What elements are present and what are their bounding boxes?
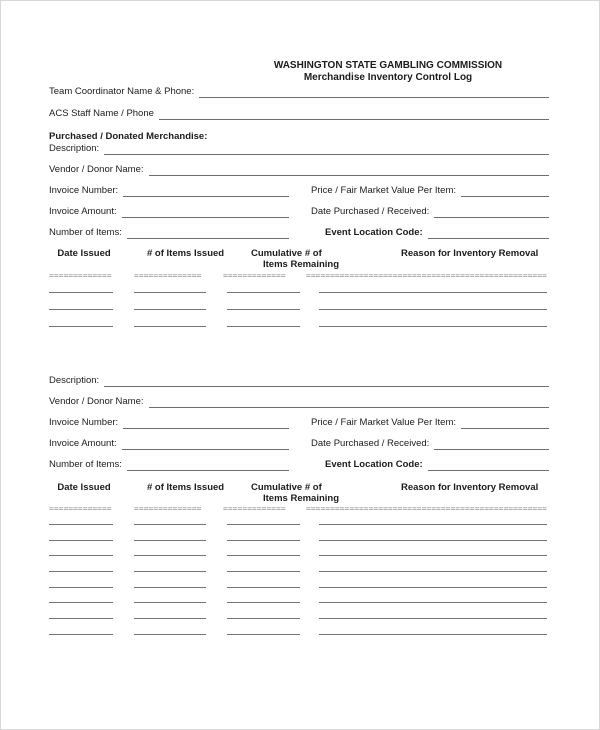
- description-field-1: [49, 143, 549, 155]
- cell-line: [134, 326, 206, 327]
- description-field-2: [49, 375, 549, 387]
- separator-col2: ==============: [134, 271, 202, 280]
- col-header-date-issued: Date Issued: [57, 482, 111, 493]
- invoice-amount-blank-line: [122, 205, 289, 218]
- cell-line: [227, 602, 300, 603]
- cell-line: [319, 309, 547, 310]
- price-fair-market-blank-line: [461, 184, 549, 197]
- date-purchased-blank-line: [434, 437, 549, 450]
- description-label: Description:: [49, 143, 100, 154]
- form-title: Merchandise Inventory Control Log: [303, 72, 473, 83]
- merchandise-section-heading: Purchased / Donated Merchandise:: [49, 131, 208, 142]
- vendor-donor-field-1: [49, 164, 549, 176]
- cell-line: [227, 587, 300, 588]
- invoice-amount-label: Invoice Amount:: [49, 206, 117, 217]
- col-header-items-issued: # of Items Issued: [147, 482, 225, 493]
- col-header-cumulative-line1: Cumulative # of: [251, 482, 322, 493]
- col-header-cumulative-line1: Cumulative # of: [251, 248, 322, 259]
- cell-line: [49, 309, 113, 310]
- invoice-amount-row-2: [49, 438, 549, 450]
- cell-line: [49, 602, 113, 603]
- acs-staff-label: ACS Staff Name / Phone: [49, 108, 154, 119]
- description-blank-line: [104, 142, 549, 155]
- cell-line: [134, 587, 206, 588]
- price-fair-market-label: Price / Fair Market Value Per Item:: [311, 185, 457, 196]
- cell-line: [319, 587, 547, 588]
- cell-line: [319, 326, 547, 327]
- price-fair-market-blank-line: [461, 416, 549, 429]
- vendor-donor-label: Vendor / Donor Name:: [49, 396, 144, 407]
- date-purchased-blank-line: [434, 205, 549, 218]
- cell-line: [227, 618, 300, 619]
- separator-col1: =============: [49, 504, 112, 513]
- invoice-number-blank-line: [123, 184, 289, 197]
- date-purchased-label: Date Purchased / Received:: [311, 206, 430, 217]
- invoice-amount-label: Invoice Amount:: [49, 438, 117, 449]
- cell-line: [49, 587, 113, 588]
- col-header-reason-removal: Reason for Inventory Removal: [401, 248, 539, 259]
- cell-line: [319, 618, 547, 619]
- invoice-number-blank-line: [123, 416, 289, 429]
- cell-line: [49, 634, 113, 635]
- cell-line: [319, 524, 547, 525]
- col-header-items-issued: # of Items Issued: [147, 248, 225, 259]
- cell-line: [49, 571, 113, 572]
- commission-name: WASHINGTON STATE GAMBLING COMMISSION: [273, 60, 503, 71]
- invoice-amount-row-1: [49, 206, 549, 218]
- col-header-cumulative-line2: Items Remaining: [263, 493, 340, 504]
- vendor-donor-label: Vendor / Donor Name:: [49, 164, 144, 175]
- invoice-number-row-1: [49, 185, 549, 197]
- cell-line: [134, 618, 206, 619]
- number-of-items-row-2: [49, 459, 549, 471]
- col-header-reason-removal: Reason for Inventory Removal: [401, 482, 539, 493]
- cell-line: [227, 555, 300, 556]
- team-coordinator-field: [49, 86, 549, 98]
- cell-line: [227, 571, 300, 572]
- number-of-items-blank-line: [127, 458, 289, 471]
- event-location-code-blank-line: [428, 226, 549, 239]
- number-of-items-label: Number of Items:: [49, 227, 122, 238]
- description-blank-line: [104, 374, 549, 387]
- cell-line: [227, 326, 300, 327]
- team-coordinator-blank-line: [199, 85, 549, 98]
- separator-col4: ==================================================: [306, 504, 547, 513]
- cell-line: [49, 618, 113, 619]
- cell-line: [227, 634, 300, 635]
- cell-line: [319, 555, 547, 556]
- cell-line: [134, 634, 206, 635]
- vendor-donor-blank-line: [149, 395, 549, 408]
- cell-line: [227, 309, 300, 310]
- cell-line: [49, 292, 113, 293]
- vendor-donor-blank-line: [149, 163, 549, 176]
- col-header-date-issued: Date Issued: [57, 248, 111, 259]
- number-of-items-label: Number of Items:: [49, 459, 122, 470]
- document-title-block: [238, 60, 538, 84]
- cell-line: [134, 524, 206, 525]
- separator-col3: =============: [223, 271, 286, 280]
- vendor-donor-field-2: [49, 396, 549, 408]
- event-location-code-label: Event Location Code:: [325, 227, 423, 238]
- price-fair-market-label: Price / Fair Market Value Per Item:: [311, 417, 457, 428]
- number-of-items-blank-line: [127, 226, 289, 239]
- cell-line: [49, 524, 113, 525]
- invoice-number-row-2: [49, 417, 549, 429]
- cell-line: [134, 571, 206, 572]
- acs-staff-field: [49, 108, 549, 120]
- cell-line: [134, 292, 206, 293]
- event-location-code-blank-line: [428, 458, 549, 471]
- invoice-number-label: Invoice Number:: [49, 417, 119, 428]
- cell-line: [227, 524, 300, 525]
- cell-line: [227, 540, 300, 541]
- col-header-cumulative-line2: Items Remaining: [263, 259, 340, 270]
- invoice-number-label: Invoice Number:: [49, 185, 119, 196]
- separator-col1: =============: [49, 271, 112, 280]
- cell-line: [134, 602, 206, 603]
- separator-col2: ==============: [134, 504, 202, 513]
- cell-line: [49, 326, 113, 327]
- cell-line: [319, 540, 547, 541]
- number-of-items-row-1: [49, 227, 549, 239]
- cell-line: [134, 540, 206, 541]
- separator-col3: =============: [223, 504, 286, 513]
- invoice-amount-blank-line: [122, 437, 289, 450]
- cell-line: [49, 555, 113, 556]
- date-purchased-label: Date Purchased / Received:: [311, 438, 430, 449]
- cell-line: [319, 634, 547, 635]
- cell-line: [319, 292, 547, 293]
- event-location-code-label: Event Location Code:: [325, 459, 423, 470]
- description-label: Description:: [49, 375, 100, 386]
- cell-line: [134, 309, 206, 310]
- cell-line: [319, 571, 547, 572]
- acs-staff-blank-line: [159, 107, 549, 120]
- cell-line: [134, 555, 206, 556]
- cell-line: [319, 602, 547, 603]
- cell-line: [227, 292, 300, 293]
- team-coordinator-label: Team Coordinator Name & Phone:: [49, 86, 195, 97]
- cell-line: [49, 540, 113, 541]
- separator-col4: ==================================================: [306, 271, 547, 280]
